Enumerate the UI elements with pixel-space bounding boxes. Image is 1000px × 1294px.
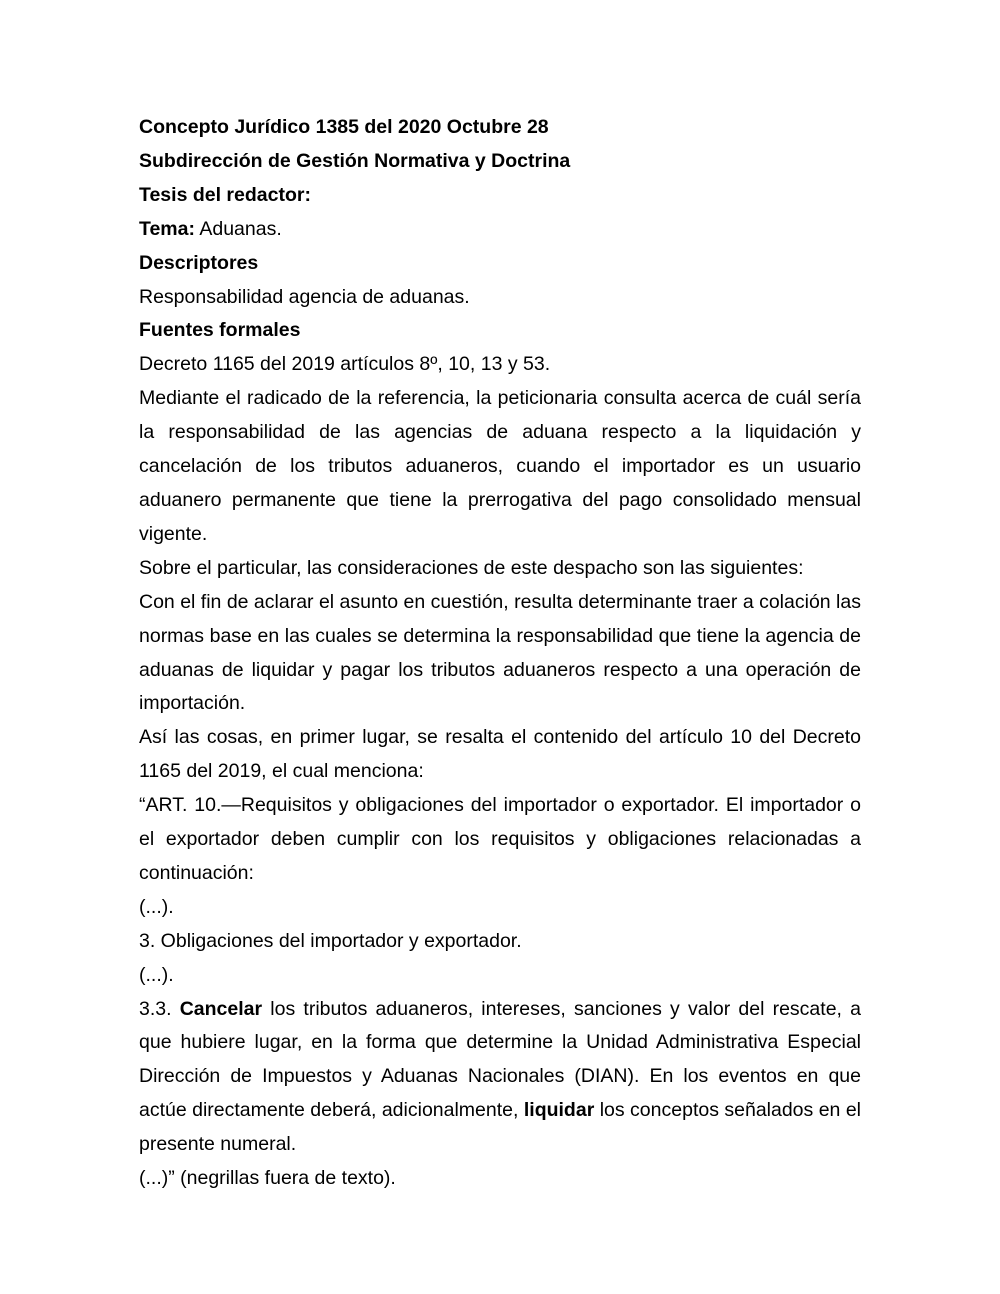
fuentes-value: Decreto 1165 del 2019 artículos 8º, 10, 13 y 53. (139, 353, 551, 376)
bold-liquidar: liquidar (523, 1099, 595, 1122)
tema-value: Aduanas. (195, 217, 282, 240)
bold-cancelar: Cancelar (179, 997, 263, 1020)
thesis-heading: Tesis del redactor: (139, 183, 311, 206)
paragraph-aclarar: Con el fin de aclarar el asunto en cuestión, resulta determinante traer a colación las normas base en las cuales se determina la responsabilidad que tiene la agencia de aduanas de liquidar y pagar los tributos aduaneros respecto a una operación de importación. (139, 590, 861, 715)
document-title: Concepto Jurídico 1385 del 2020 Octubre 28 (139, 116, 549, 138)
descriptores-heading: Descriptores (139, 251, 259, 274)
tema-line (139, 213, 861, 247)
paragraph-asi-las-cosas: Así las cosas, en primer lugar, se resalta el contenido del artículo 10 del Decreto 1165 del 2019, el cual menciona: (139, 726, 861, 783)
fuentes-heading: Fuentes formales (139, 319, 301, 342)
paragraph-art-10: “ART. 10.—Requisitos y obligaciones del importador o exportador. El importador o el exportador deben cumplir con los requisitos y obligaciones relacionadas a continuación: (139, 794, 861, 884)
item-3-3: 3.3. Cancelar los tributos aduaneros, intereses, sanciones y valor del rescate, a que hubiere lugar, en la forma que determine la Unidad Administrativa Especial Dirección de Impuestos y Aduanas Nacionales (DIAN). En los eventos en que actúe directamente deberá, adicionalmente, liquidar los conceptos señalados en el presente numeral. (139, 997, 861, 1156)
ellipsis-1: (...). (139, 895, 174, 918)
closing-line: (...)” (negrillas fuera de texto). (139, 1167, 396, 1190)
document-subtitle: Subdirección de Gestión Normativa y Doctrina (139, 149, 571, 172)
ellipsis-2: (...). (139, 963, 174, 986)
descriptores-value: Responsabilidad agencia de aduanas. (139, 285, 470, 308)
tema-label: Tema: (139, 217, 195, 240)
paragraph-consideraciones: Sobre el particular, las consideraciones de este despacho son las siguientes: (139, 556, 804, 579)
paragraph-consulta: Mediante el radicado de la referencia, la peticionaria consulta acerca de cuál sería la responsabilidad de las agencias de aduana respecto a la liquidación y cancelación de los tributos aduaneros, cuando el importador es un usuario aduanero permanente que tiene la prerrogativa del pago consolidado mensual vigente. (139, 387, 861, 545)
document-body (139, 111, 861, 1196)
item-3-obligaciones: 3. Obligaciones del importador y exportador. (139, 929, 522, 952)
